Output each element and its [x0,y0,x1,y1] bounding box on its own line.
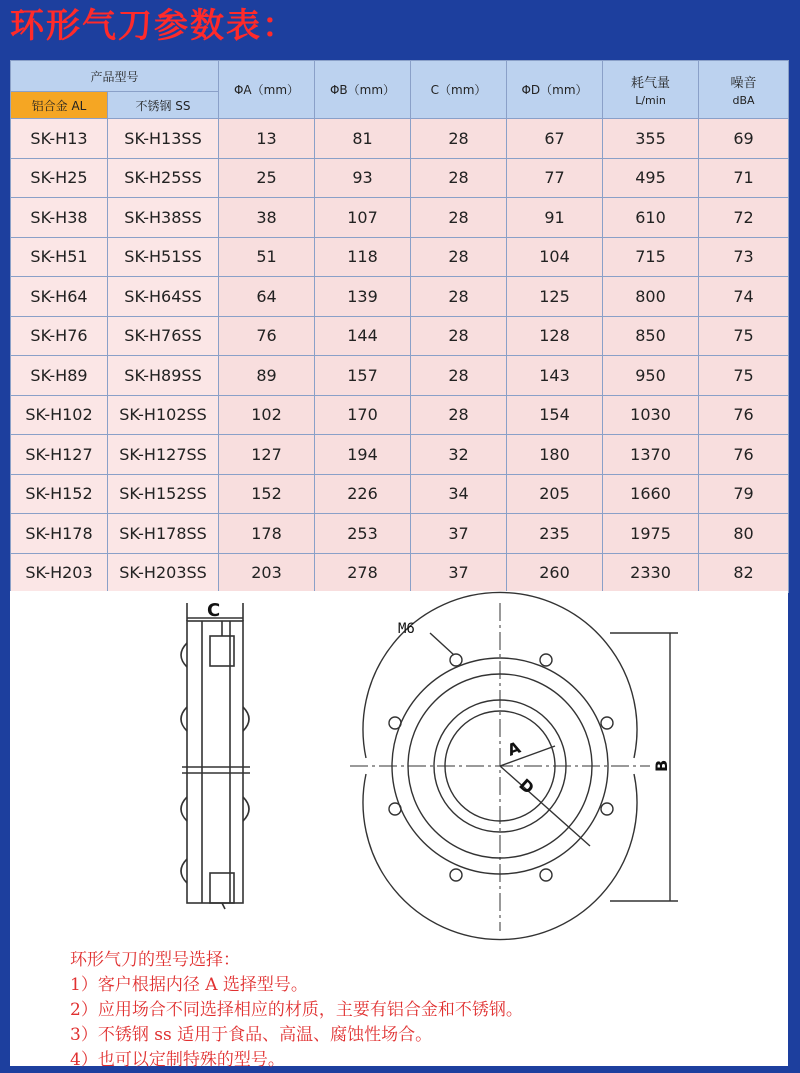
header-noise-label: 噪音 [730,76,757,91]
c-cell: 28 [411,158,507,198]
model-al-cell: SK-H76 [11,316,108,356]
model-al-cell: SK-H89 [11,356,108,396]
model-ss-cell: SK-H102SS [108,395,219,435]
side-view [181,603,250,909]
model-ss-cell: SK-H76SS [108,316,219,356]
header-air-unit: L/min [635,94,666,107]
phi-d-cell: 180 [507,435,603,475]
noise-cell: 75 [699,316,789,356]
phi-a-cell: 152 [219,474,315,514]
header-phi-b: ΦB（mm） [315,61,411,119]
phi-d-cell: 260 [507,553,603,593]
notes-item-3: 3）不锈钢 ss 适用于食品、高温、腐蚀性场合。 [70,1025,433,1045]
noise-cell: 79 [699,474,789,514]
phi-b-cell: 118 [315,237,411,277]
table-row [11,395,789,435]
c-cell: 28 [411,198,507,238]
phi-a-cell: 178 [219,514,315,554]
air-cell: 850 [603,316,699,356]
c-cell: 34 [411,474,507,514]
table-row [11,356,789,396]
table-row [11,158,789,198]
header-air-consumption [603,61,699,119]
header-stainless: 不锈钢 SS [108,92,219,119]
c-cell: 32 [411,435,507,475]
label-a: A [504,737,524,760]
model-ss-cell: SK-H89SS [108,356,219,396]
table-row [11,474,789,514]
notes-item-4: 4）也可以定制特殊的型号。 [70,1050,285,1070]
label-m6: M6 [398,621,415,637]
header-model-group: 产品型号 [11,61,219,92]
noise-cell: 69 [699,119,789,159]
model-al-cell: SK-H51 [11,237,108,277]
phi-a-cell: 127 [219,435,315,475]
c-cell: 28 [411,119,507,159]
header-aluminum: 铝合金 AL [11,92,108,119]
air-cell: 1660 [603,474,699,514]
noise-cell: 80 [699,514,789,554]
noise-cell: 72 [699,198,789,238]
phi-b-cell: 139 [315,277,411,317]
phi-b-cell: 226 [315,474,411,514]
c-cell: 28 [411,395,507,435]
phi-b-cell: 81 [315,119,411,159]
table-row [11,277,789,317]
phi-a-cell: 203 [219,553,315,593]
parameter-table-container [10,60,788,593]
table-row [11,553,789,593]
selection-notes [70,948,770,1073]
phi-d-cell: 67 [507,119,603,159]
page-title: 环形气刀参数表： [10,6,298,46]
table-row [11,198,789,238]
model-ss-cell: SK-H203SS [108,553,219,593]
noise-cell: 75 [699,356,789,396]
phi-d-cell: 154 [507,395,603,435]
phi-d-cell: 91 [507,198,603,238]
c-cell: 37 [411,553,507,593]
model-al-cell: SK-H102 [11,395,108,435]
air-cell: 1370 [603,435,699,475]
table-row [11,237,789,277]
phi-d-cell: 125 [507,277,603,317]
header-noise [699,61,789,119]
noise-cell: 76 [699,435,789,475]
air-cell: 1030 [603,395,699,435]
phi-a-cell: 102 [219,395,315,435]
notes-heading: 环形气刀的型号选择： [70,950,240,970]
air-cell: 950 [603,356,699,396]
model-al-cell: SK-H152 [11,474,108,514]
air-cell: 355 [603,119,699,159]
model-ss-cell: SK-H64SS [108,277,219,317]
noise-cell: 74 [699,277,789,317]
phi-b-cell: 157 [315,356,411,396]
notes-item-2: 2）应用场合不同选择相应的材质，主要有铝合金和不锈钢。 [70,1000,523,1020]
model-al-cell: SK-H127 [11,435,108,475]
air-cell: 800 [603,277,699,317]
phi-b-cell: 278 [315,553,411,593]
c-cell: 28 [411,356,507,396]
phi-d-cell: 77 [507,158,603,198]
noise-cell: 76 [699,395,789,435]
phi-a-cell: 89 [219,356,315,396]
model-al-cell: SK-H38 [11,198,108,238]
header-air-label: 耗气量 [631,76,671,91]
model-al-cell: SK-H64 [11,277,108,317]
phi-a-cell: 13 [219,119,315,159]
phi-b-cell: 194 [315,435,411,475]
phi-a-cell: 64 [219,277,315,317]
table-row [11,316,789,356]
noise-cell: 71 [699,158,789,198]
model-ss-cell: SK-H25SS [108,158,219,198]
c-cell: 28 [411,237,507,277]
phi-d-cell: 143 [507,356,603,396]
model-ss-cell: SK-H13SS [108,119,219,159]
air-cell: 1975 [603,514,699,554]
table-row [11,119,789,159]
c-cell: 28 [411,277,507,317]
air-cell: 2330 [603,553,699,593]
noise-cell: 73 [699,237,789,277]
phi-b-cell: 144 [315,316,411,356]
notes-item-1: 1）客户根据内径 A 选择型号。 [70,975,308,995]
front-view [350,592,678,939]
air-cell: 610 [603,198,699,238]
header-c: C（mm） [411,61,507,119]
model-ss-cell: SK-H51SS [108,237,219,277]
header-noise-unit: dBA [732,94,755,107]
model-ss-cell: SK-H152SS [108,474,219,514]
air-cell: 495 [603,158,699,198]
phi-a-cell: 38 [219,198,315,238]
model-ss-cell: SK-H38SS [108,198,219,238]
label-c: C [207,600,221,621]
model-al-cell: SK-H25 [11,158,108,198]
parameter-table [10,60,789,593]
c-cell: 28 [411,316,507,356]
label-b: B [652,759,671,772]
model-al-cell: SK-H178 [11,514,108,554]
phi-b-cell: 107 [315,198,411,238]
phi-b-cell: 170 [315,395,411,435]
header-phi-d: ΦD（mm） [507,61,603,119]
air-cell: 715 [603,237,699,277]
model-al-cell: SK-H203 [11,553,108,593]
phi-d-cell: 235 [507,514,603,554]
phi-a-cell: 25 [219,158,315,198]
model-ss-cell: SK-H178SS [108,514,219,554]
table-body [11,119,789,593]
model-al-cell: SK-H13 [11,119,108,159]
phi-a-cell: 76 [219,316,315,356]
table-row [11,514,789,554]
label-d: D [515,774,538,798]
phi-a-cell: 51 [219,237,315,277]
c-cell: 37 [411,514,507,554]
phi-d-cell: 104 [507,237,603,277]
phi-b-cell: 93 [315,158,411,198]
header-phi-a: ΦA（mm） [219,61,315,119]
model-ss-cell: SK-H127SS [108,435,219,475]
table-row [11,435,789,475]
noise-cell: 82 [699,553,789,593]
phi-b-cell: 253 [315,514,411,554]
phi-d-cell: 205 [507,474,603,514]
phi-d-cell: 128 [507,316,603,356]
